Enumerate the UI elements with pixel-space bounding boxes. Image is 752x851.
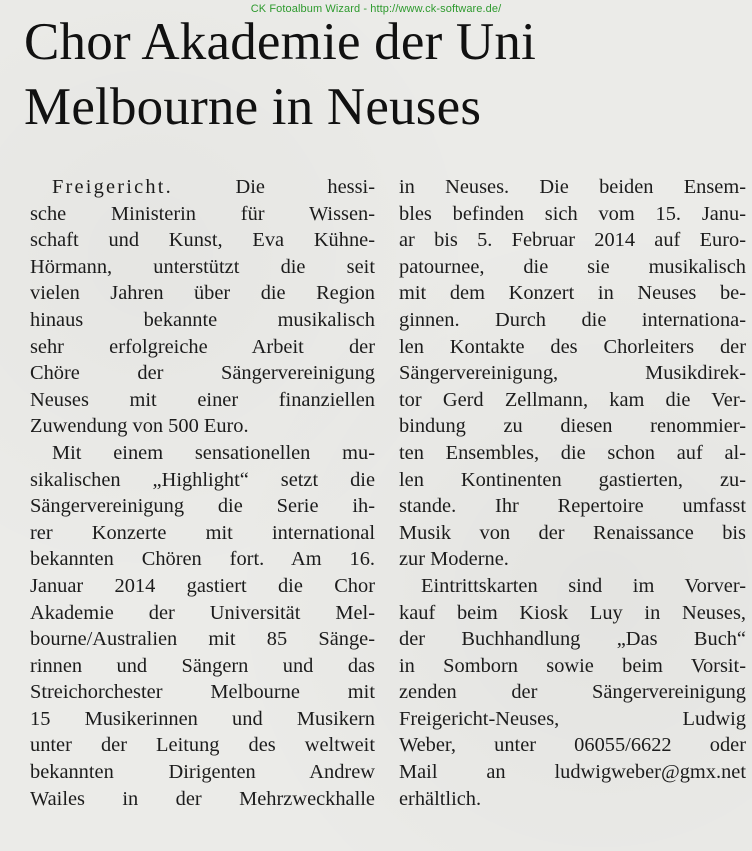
article-line: schaft und Kunst, Eva Kühne- [30, 229, 375, 252]
article-line: rinnen und Sängern und das [30, 654, 375, 677]
article-line: ar bis 5. Februar 2014 auf Euro- [399, 229, 746, 252]
article-line: Mail an ludwigweber@gmx.net [399, 761, 746, 784]
article-line: Januar 2014 gastiert die Chor [30, 574, 375, 597]
article-line: bekannten Dirigenten Andrew [30, 761, 375, 784]
article-line: rer Konzerte mit international [30, 521, 375, 544]
article-line: len Kontinenten gastierten, zu- [399, 468, 746, 491]
article-line: erhältlich. [399, 787, 482, 810]
article-line: Hörmann, unterstützt die seit [30, 255, 375, 278]
article-line: vielen Jahren über die Region [30, 282, 375, 305]
article-line: 15 Musikerinnen und Musikern [30, 707, 375, 730]
article-line: bekannten Chören fort. Am 16. [30, 548, 375, 571]
article-line: len Kontakte des Chorleiters der [399, 335, 746, 358]
article-dateline: Freigericht. [52, 176, 173, 198]
article-line: Sängervereinigung die Serie ih- [30, 495, 375, 518]
article-line: ginnen. Durch die internationa- [399, 308, 746, 331]
article-line: der Buchhandlung „Das Buch“ [399, 628, 746, 651]
article-column-left [30, 174, 375, 812]
article-line [30, 174, 375, 201]
article-line: sikalischen „Highlight“ setzt die [30, 468, 375, 491]
article-line: unter der Leitung des weltweit [30, 734, 375, 757]
article-column-right [399, 174, 746, 812]
article-line: Sängervereinigung, Musikdirek- [399, 362, 746, 385]
article-line: patournee, die sie musikalisch [399, 255, 746, 278]
article-line: sche Ministerin für Wissen- [30, 202, 375, 225]
article-line: tor Gerd Zellmann, kam die Ver- [399, 388, 746, 411]
article-line-text: Die hessi- [172, 176, 375, 198]
article-line: bourne/Australien mit 85 Sänge- [30, 628, 375, 651]
article-line: bles befinden sich vom 15. Janu- [399, 202, 746, 225]
headline-line-1: Chor Akademie der Uni [24, 13, 536, 71]
article-line: sehr erfolgreiche Arbeit der [30, 335, 375, 358]
watermark-text: CK Fotoalbum Wizard - http://www.ck-software.de/ [250, 3, 502, 15]
article-line: stande. Ihr Repertoire umfasst [399, 495, 746, 518]
article-line: Freigericht-Neuses, Ludwig [399, 707, 746, 730]
article-line: Eintrittskarten sind im Vorver- [421, 574, 746, 597]
article-line: Weber, unter 06055/6622 oder [399, 734, 746, 757]
article-line: Musik von der Renaissance bis [399, 521, 746, 544]
article-line: kauf beim Kiosk Luy in Neuses, [399, 601, 746, 624]
article-line: Mit einem sensationellen mu- [52, 441, 375, 464]
article-headline [24, 10, 744, 140]
article-line: zur Moderne. [399, 548, 509, 571]
article-line: Streichorchester Melbourne mit [30, 681, 375, 704]
article-line: bindung zu diesen renommier- [399, 415, 746, 438]
headline-line-2: Melbourne in Neuses [24, 78, 482, 136]
article-line: in Neuses. Die beiden Ensem- [399, 176, 746, 198]
article-line: Neuses mit einer finanziellen [30, 388, 375, 411]
article-line: Zuwendung von 500 Euro. [30, 415, 249, 438]
article-line: Akademie der Universität Mel- [30, 601, 375, 624]
article-line: zenden der Sängervereinigung [399, 681, 746, 704]
article-line: hinaus bekannte musikalisch [30, 308, 375, 331]
article-line: in Somborn sowie beim Vorsit- [399, 654, 746, 677]
article-line: Wailes in der Mehrzweckhalle [30, 787, 375, 810]
article-line: Chöre der Sängervereinigung [30, 362, 375, 385]
article-line: mit dem Konzert in Neuses be- [399, 282, 746, 305]
article-line: ten Ensembles, die schon auf al- [399, 441, 746, 464]
